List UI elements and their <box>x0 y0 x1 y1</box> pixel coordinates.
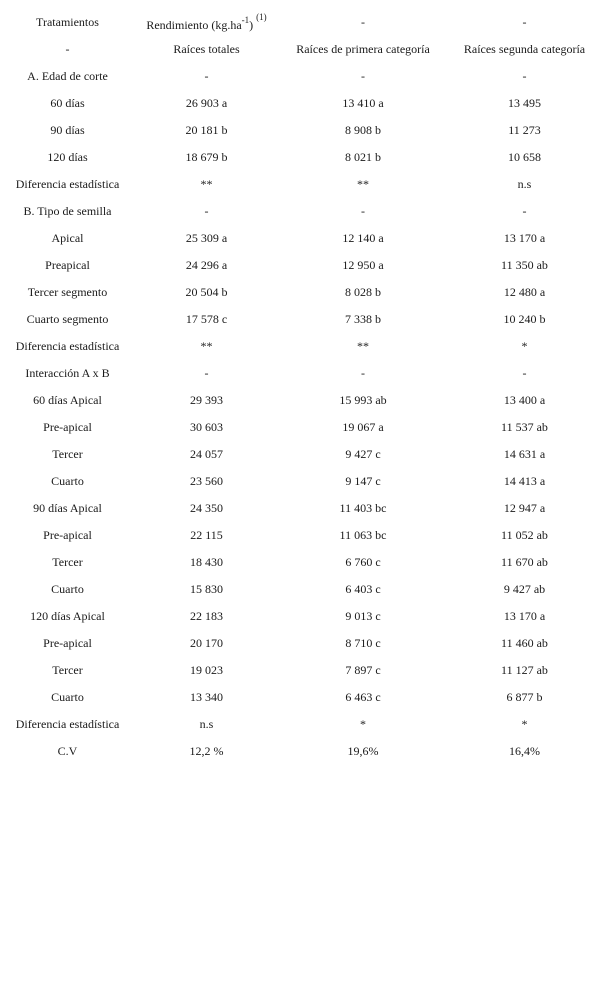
table-row <box>0 36 601 63</box>
table-row <box>0 360 601 387</box>
treatment-cell: Preapical <box>45 258 90 272</box>
table-row <box>0 117 601 144</box>
first-category-cell: ** <box>357 339 369 353</box>
table-row <box>0 522 601 549</box>
table-row <box>0 603 601 630</box>
first-category-cell: 7 338 b <box>345 312 381 326</box>
first-category-cell: 8 021 b <box>345 150 381 164</box>
table-row <box>0 387 601 414</box>
second-category-cell: 9 427 ab <box>503 582 546 596</box>
first-category-cell: 19 067 a <box>342 420 384 434</box>
second-category-cell: - <box>522 204 527 218</box>
yield-results-table <box>0 8 601 765</box>
second-category-cell: * <box>521 339 528 353</box>
total-roots-cell: 29 393 <box>190 393 223 407</box>
treatment-cell: Tercer <box>52 555 83 569</box>
table-body <box>0 8 601 765</box>
total-roots-cell: 19 023 <box>190 663 223 677</box>
table-row <box>0 198 601 225</box>
treatment-cell: 90 días Apical <box>33 501 102 515</box>
table-row <box>0 549 601 576</box>
treatment-cell: 60 días <box>50 96 85 110</box>
second-category-cell: 13 170 a <box>503 231 546 245</box>
first-category-cell: 11 403 bc <box>339 501 387 515</box>
second-category-cell: - <box>522 69 527 83</box>
total-roots-cell: 24 296 a <box>185 258 228 272</box>
treatment-cell: Tercer <box>52 447 83 461</box>
second-category-cell: Raíces segunda categoría <box>463 42 586 56</box>
yield-table-container <box>0 8 601 765</box>
second-category-cell: 11 052 ab <box>501 528 548 542</box>
table-row <box>0 495 601 522</box>
second-category-cell: 14 631 a <box>503 447 546 461</box>
table-row <box>0 333 601 360</box>
treatment-cell: 90 días <box>50 123 85 137</box>
header-yield <box>135 8 278 36</box>
treatment-cell: Tercer segmento <box>27 285 108 299</box>
total-roots-cell: 18 430 <box>190 555 223 569</box>
table-row <box>0 441 601 468</box>
first-category-cell: - <box>361 204 365 218</box>
second-category-cell: 10 658 <box>508 150 541 164</box>
second-category-cell: - <box>522 366 527 380</box>
first-category-cell: 13 410 a <box>342 96 384 110</box>
first-category-cell: - <box>361 366 365 380</box>
treatment-cell: 120 días Apical <box>30 609 105 623</box>
table-row <box>0 684 601 711</box>
treatment-cell: B. Tipo de semilla <box>23 204 112 218</box>
total-roots-cell: - <box>204 366 209 380</box>
second-category-cell: 10 240 b <box>503 312 546 326</box>
total-roots-cell: - <box>204 204 209 218</box>
total-roots-cell: 22 183 <box>190 609 223 623</box>
treatment-cell: C.V <box>57 744 78 758</box>
header-col3: - <box>361 15 365 29</box>
first-category-cell: 19,6% <box>347 744 379 758</box>
second-category-cell: 11 670 ab <box>501 555 548 569</box>
first-category-cell: 12 950 a <box>342 258 384 272</box>
second-category-cell: * <box>521 717 528 731</box>
second-category-cell: 11 350 ab <box>501 258 548 272</box>
header-row <box>0 8 601 36</box>
total-roots-cell: 17 578 c <box>185 312 228 326</box>
second-category-cell: 12 480 a <box>503 285 546 299</box>
first-category-cell: 9 013 c <box>345 609 381 623</box>
table-row <box>0 630 601 657</box>
treatment-cell: Cuarto <box>51 690 84 704</box>
total-roots-cell: 20 181 b <box>185 123 228 137</box>
second-category-cell: 11 273 <box>508 123 541 137</box>
first-category-cell: 6 760 c <box>345 555 381 569</box>
total-roots-cell: 13 340 <box>190 690 223 704</box>
first-category-cell: 11 063 bc <box>339 528 387 542</box>
treatment-cell: 60 días Apical <box>33 393 102 407</box>
first-category-cell: 7 897 c <box>345 663 381 677</box>
total-roots-cell: 23 560 <box>190 474 223 488</box>
header-yield-label: Rendimiento (kg.ha <box>146 18 242 32</box>
total-roots-cell: 24 057 <box>190 447 223 461</box>
treatment-cell: 120 días <box>47 150 88 164</box>
table-row <box>0 63 601 90</box>
first-category-cell: 8 710 c <box>345 636 381 650</box>
first-category-cell: Raíces de primera categoría <box>296 42 430 56</box>
treatment-cell: Cuarto <box>51 474 84 488</box>
total-roots-cell: 20 170 <box>190 636 223 650</box>
total-roots-cell: 22 115 <box>190 528 223 542</box>
second-category-cell: 11 460 ab <box>501 636 548 650</box>
table-row <box>0 657 601 684</box>
total-roots-cell: 20 504 b <box>185 285 228 299</box>
table-row <box>0 171 601 198</box>
second-category-cell: 6 877 b <box>506 690 543 704</box>
first-category-cell: * <box>360 717 366 731</box>
second-category-cell: n.s <box>517 177 532 191</box>
treatment-cell: A. Edad de corte <box>27 69 108 83</box>
total-roots-cell: n.s <box>199 717 214 731</box>
total-roots-cell: 25 309 a <box>185 231 228 245</box>
second-category-cell: 13 170 a <box>503 609 546 623</box>
table-row <box>0 279 601 306</box>
table-row <box>0 711 601 738</box>
table-row <box>0 414 601 441</box>
second-category-cell: 11 537 ab <box>501 420 548 434</box>
total-roots-cell: 12,2 % <box>189 744 224 758</box>
treatment-cell: Pre-apical <box>43 528 92 542</box>
second-category-cell: 14 413 a <box>503 474 546 488</box>
first-category-cell: 6 463 c <box>345 690 381 704</box>
header-yield-close: ) <box>249 18 254 32</box>
treatment-cell: Diferencia estadística <box>15 717 120 731</box>
treatment-cell: Cuarto segmento <box>26 312 109 326</box>
table-row <box>0 225 601 252</box>
treatment-cell: Interacción A x B <box>25 366 110 380</box>
second-category-cell: 13 495 <box>508 96 541 110</box>
first-category-cell: 15 993 ab <box>339 393 387 407</box>
treatment-cell: Pre-apical <box>43 636 92 650</box>
total-roots-cell: ** <box>200 177 213 191</box>
first-category-cell: 6 403 c <box>345 582 381 596</box>
treatment-cell: Apical <box>51 231 84 245</box>
treatment-cell: Pre-apical <box>43 420 92 434</box>
first-category-cell: 8 908 b <box>345 123 381 137</box>
treatment-cell: Diferencia estadística <box>15 339 120 353</box>
header-col4: - <box>522 15 527 29</box>
table-row <box>0 144 601 171</box>
header-yield-exponent: -1 <box>241 15 250 25</box>
treatment-cell: Diferencia estadística <box>15 177 120 191</box>
total-roots-cell: 26 903 a <box>185 96 228 110</box>
first-category-cell: - <box>361 69 365 83</box>
first-category-cell: 12 140 a <box>342 231 384 245</box>
table-row <box>0 252 601 279</box>
treatment-cell: Cuarto <box>51 582 84 596</box>
total-roots-cell: Raíces totales <box>173 42 240 56</box>
table-row <box>0 90 601 117</box>
table-row <box>0 738 601 765</box>
first-category-cell: 8 028 b <box>345 285 381 299</box>
table-row <box>0 576 601 603</box>
total-roots-cell: 18 679 b <box>185 150 228 164</box>
first-category-cell: 9 427 c <box>345 447 381 461</box>
first-category-cell: 9 147 c <box>345 474 381 488</box>
second-category-cell: 13 400 a <box>503 393 546 407</box>
second-category-cell: 16,4% <box>509 744 540 758</box>
total-roots-cell: 30 603 <box>190 420 223 434</box>
second-category-cell: 12 947 a <box>503 501 546 515</box>
total-roots-cell: 15 830 <box>190 582 223 596</box>
table-row <box>0 306 601 333</box>
total-roots-cell: ** <box>200 339 213 353</box>
total-roots-cell: 24 350 <box>190 501 223 515</box>
treatment-cell: - <box>65 42 70 56</box>
header-yield-footnote: (1) <box>256 12 267 22</box>
first-category-cell: ** <box>357 177 369 191</box>
header-treatments: Tratamientos <box>36 15 99 29</box>
treatment-cell: Tercer <box>52 663 83 677</box>
second-category-cell: 11 127 ab <box>501 663 548 677</box>
table-row <box>0 468 601 495</box>
total-roots-cell: - <box>204 69 209 83</box>
